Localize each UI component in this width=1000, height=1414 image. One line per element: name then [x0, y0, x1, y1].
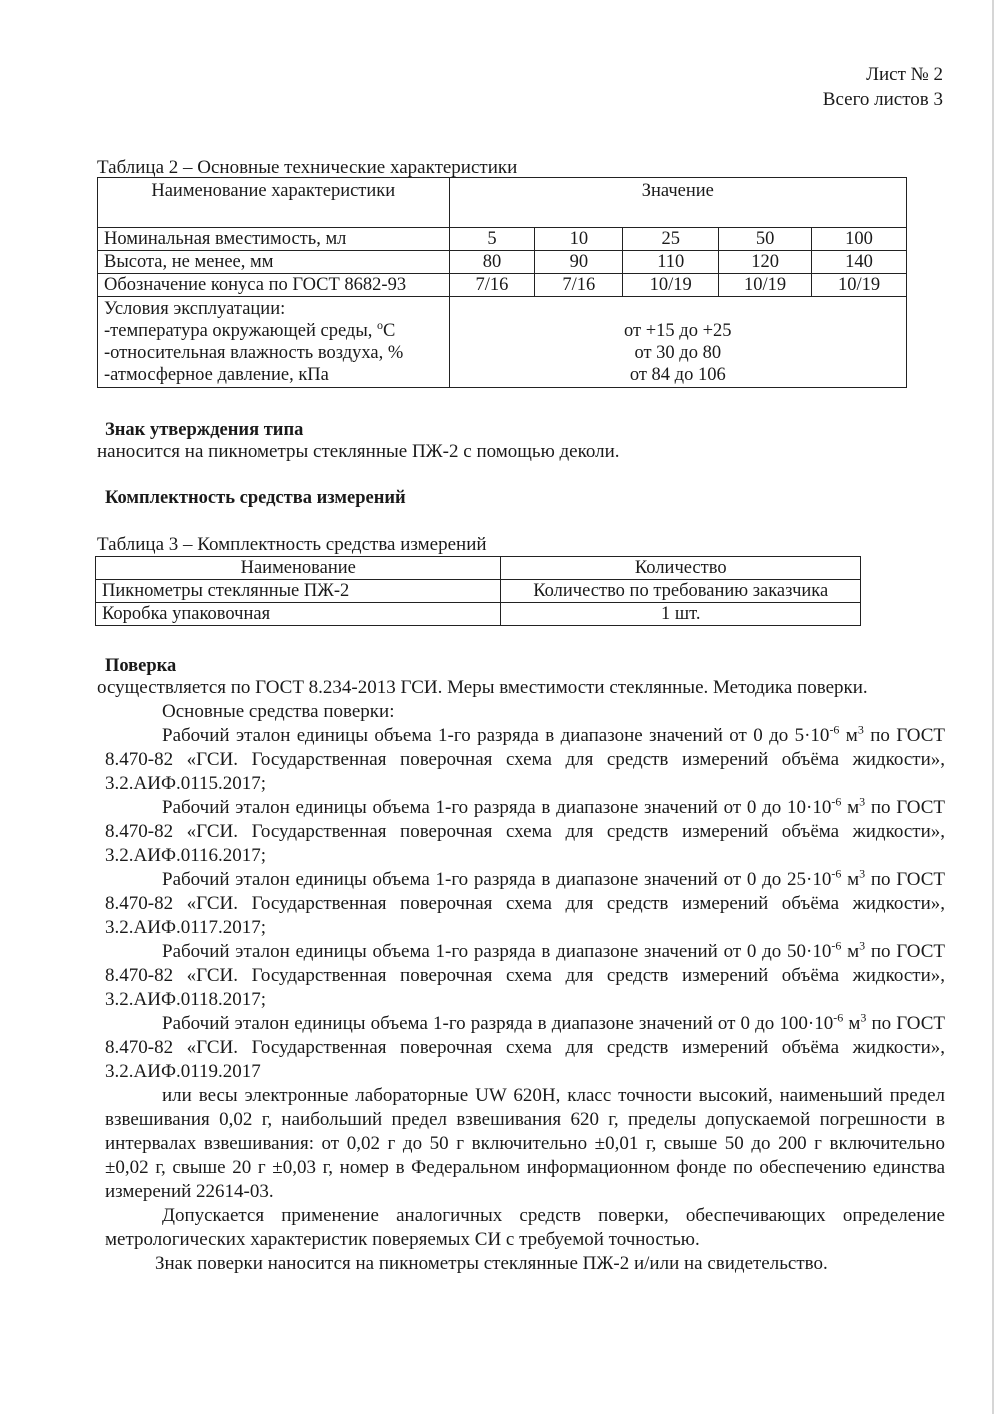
- table-row: [98, 297, 907, 388]
- kit-table: [95, 556, 861, 626]
- standard-item: Рабочий эталон единицы объема 1-го разряда в диапазоне значений от 0 до $100\cdot 10^{-6}$ $м^3$ по ГОСТ 8.470-82 «ГСИ. Государственная поверочная схема для средств измерений объёма жидкости», 3.2.АИФ.0119.2017: [105, 1010, 945, 1082]
- cell-value: 100: [812, 228, 907, 251]
- cell-value: 25: [623, 228, 719, 251]
- col-header-name: Наименование характеристики: [98, 178, 450, 228]
- page-edge-shadow: [992, 0, 994, 1414]
- cell-value: 110: [623, 251, 719, 274]
- standard-item: Рабочий эталон единицы объема 1-го разряда в диапазоне значений от 0 до $50\cdot 10^{-6}$ $м^3$ по ГОСТ 8.470-82 «ГСИ. Государственная поверочная схема для средств измерений объёма жидкости», 3.2.АИФ.0118.2017;: [105, 938, 945, 1010]
- conditions-labels: [98, 297, 450, 388]
- table-row: [98, 274, 907, 297]
- standard-item: Рабочий эталон единицы объема 1-го разряда в диапазоне значений от 0 до $10\cdot 10^{-6}$ $м^3$ по ГОСТ 8.470-82 «ГСИ. Государственная поверочная схема для средств измерений объёма жидкости», 3.2.АИФ.0116.2017;: [105, 794, 945, 866]
- cell-value: 10/19: [623, 274, 719, 297]
- means-title: Основные средства поверки:: [162, 701, 395, 722]
- cell-value: 7/16: [449, 274, 535, 297]
- conditions-values: [449, 297, 906, 388]
- verification-body: [105, 700, 945, 1276]
- cell-value: 10/19: [812, 274, 907, 297]
- cell-value: 10: [535, 228, 623, 251]
- analog-paragraph: Допускается применение аналогичных средств поверки, обеспечивающих определение метрологических характеристик поверяемых СИ с требуемой точностью.: [105, 1205, 945, 1250]
- specs-table: [97, 177, 907, 388]
- cell-value: 10/19: [719, 274, 812, 297]
- table-row: [98, 251, 907, 274]
- standard-item: Рабочий эталон единицы объема 1-го разряда в диапазоне значений от 0 до $25\cdot 10^{-6}$ $м^3$ по ГОСТ 8.470-82 «ГСИ. Государственная поверочная схема для средств измерений объёма жидкости», 3.2.АИФ.0117.2017;: [105, 866, 945, 938]
- scales-paragraph: или весы электронные лабораторные UW 620H, класс точности высокий, наименьший предел взвешивания 0,02 г, наибольший предел взвешивания 620 г, пределы допускаемой погрешности в интервалах взвешивания: от 0,02 г до 50 г включительно ±0,01 г, свыше 50 до 200 г включительно ±0,02 г, свыше 20 г ±0,03 г, номер в Федеральном информационном фонде по обеспечению единства измерений 22614-03.: [105, 1085, 945, 1202]
- sheet-total: Всего листов 3: [822, 89, 943, 110]
- cell-value: 90: [535, 251, 623, 274]
- col-header-name: Наименование: [96, 557, 501, 580]
- temp-value: от +15 до +25: [624, 321, 732, 341]
- verification-intro: осуществляется по ГОСТ 8.234-2013 ГСИ. Меры вместимости стеклянные. Методика поверки.: [97, 677, 868, 698]
- cell-value: 80: [449, 251, 535, 274]
- sign-text: наносится на пикнометры стеклянные ПЖ-2 с помощью деколи.: [97, 441, 620, 462]
- cell-value: 5: [449, 228, 535, 251]
- col-header-qty: Количество: [501, 557, 861, 580]
- page-header: [823, 62, 943, 112]
- table3-caption: Таблица 3 – Комплектность средства измерений: [97, 534, 487, 555]
- humidity-value: от 30 до 80: [634, 343, 722, 363]
- cell-value: 120: [719, 251, 812, 274]
- kit-item-qty: 1 шт.: [501, 603, 861, 626]
- conditions-title: Условия эксплуатации:: [104, 299, 286, 319]
- table2-caption: Таблица 2 – Основные технические характеристики: [97, 157, 518, 178]
- cell-value: 7/16: [535, 274, 623, 297]
- verification-heading: Поверка: [105, 656, 177, 676]
- cell-value: 50: [719, 228, 812, 251]
- pressure-value: от 84 до 106: [629, 365, 726, 385]
- kit-heading: Комплектность средства измерений: [105, 488, 406, 508]
- table-row: [96, 580, 861, 603]
- standard-item: Рабочий эталон единицы объема 1-го разряда в диапазоне значений от 0 до $5\cdot 10^{-6}$ $м^3$ по ГОСТ 8.470-82 «ГСИ. Государственная поверочная схема для средств измерений объёма жидкости», 3.2.АИФ.0115.2017;: [105, 722, 945, 794]
- humidity-label: -относительная влажность воздуха, %: [104, 343, 404, 363]
- temp-label: -температура окружающей среды, $^о$С: [104, 317, 396, 341]
- kit-item-name: Коробка упаковочная: [96, 603, 501, 626]
- table-row: [96, 603, 861, 626]
- cell-value: 140: [812, 251, 907, 274]
- row-label: Номинальная вместимость, мл: [98, 228, 450, 251]
- table-row: [98, 228, 907, 251]
- row-label: Обозначение конуса по ГОСТ 8682-93: [98, 274, 450, 297]
- sheet-number: Лист № 2: [866, 64, 943, 85]
- sign-heading: Знак утверждения типа: [105, 420, 304, 440]
- row-label: Высота, не менее, мм: [98, 251, 450, 274]
- pressure-label: -атмосферное давление, кПа: [104, 365, 329, 385]
- kit-item-name: Пикнометры стеклянные ПЖ-2: [96, 580, 501, 603]
- verification-mark-paragraph: Знак поверки наносится на пикнометры стеклянные ПЖ-2 и/или на свидетельство.: [155, 1253, 828, 1274]
- col-header-value: Значение: [449, 178, 906, 228]
- kit-item-qty: Количество по требованию заказчика: [501, 580, 861, 603]
